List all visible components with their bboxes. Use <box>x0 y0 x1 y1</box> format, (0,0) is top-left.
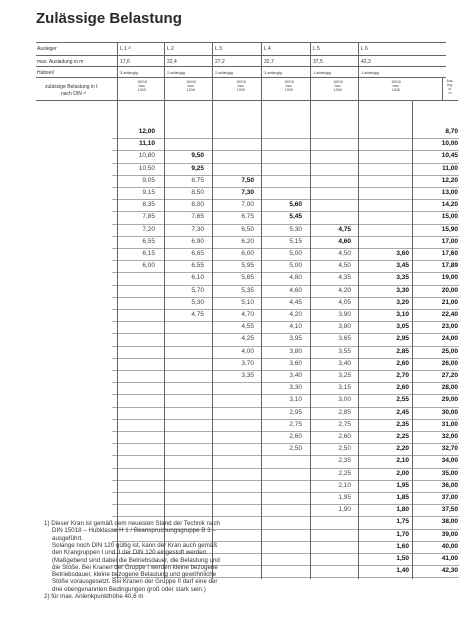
load-value: 4,00 <box>241 347 254 355</box>
load-value: 5,00 <box>289 250 302 257</box>
column-divider <box>358 100 359 579</box>
footnote-line: 1) Dieser Kran ist gemäß dem neuesten Stand der Technik nach <box>44 520 220 527</box>
load-value: 4,10 <box>289 323 302 331</box>
din-label: nach DIN ¹⁾ <box>61 91 87 97</box>
ausladung-value: 22,4 <box>167 59 177 65</box>
header-rule <box>36 55 446 56</box>
column-divider <box>117 42 118 100</box>
load-value: 2,85 <box>396 347 409 355</box>
footnote-line: Solange noch DIN 120 gültig ist, kann der Kran auch gemäß <box>52 541 218 549</box>
ausleger-m-value: 17,00 <box>441 237 458 245</box>
load-value: 4,60 <box>289 286 302 294</box>
load-value: 1,40 <box>396 567 409 575</box>
load-value: 2,75 <box>338 420 351 428</box>
load-value: 3,00 <box>338 396 351 404</box>
load-value: 9,25 <box>191 164 204 172</box>
load-value: 4,05 <box>338 298 351 306</box>
din-class: 15018 bzw. 120/II <box>284 80 294 92</box>
din-class: 15018 bzw. 120/II <box>236 80 246 92</box>
load-value: 8,35 <box>142 201 155 209</box>
load-value: 2,25 <box>338 469 351 477</box>
load-value: 7,20 <box>142 225 155 233</box>
load-value: 4,50 <box>338 250 351 257</box>
load-value: 4,50 <box>338 262 351 270</box>
load-value: 4,35 <box>338 274 351 282</box>
column-divider <box>442 77 443 100</box>
load-value: 6,55 <box>142 237 155 245</box>
load-value: 3,35 <box>241 372 254 379</box>
load-value: 9,50 <box>191 152 204 160</box>
load-value: 3,10 <box>289 396 302 404</box>
load-value: 10,80 <box>138 152 155 160</box>
load-value: 1,95 <box>338 494 351 501</box>
load-value: 6,00 <box>142 262 155 270</box>
load-value: 5,60 <box>289 201 302 209</box>
load-value: 3,65 <box>338 335 351 343</box>
ausleger-m-value: 20,00 <box>441 286 458 294</box>
load-value: 3,60 <box>396 250 409 257</box>
header-rule <box>36 42 446 43</box>
load-value: 2,60 <box>338 433 351 440</box>
load-value: 8,50 <box>191 189 204 196</box>
ausleger-m-value: 24,00 <box>441 335 458 343</box>
load-value: 2,60 <box>396 359 409 367</box>
ausleger-m-value: 37,00 <box>441 494 458 501</box>
column-label: L 3 <box>215 46 222 52</box>
load-value: 2,35 <box>396 420 409 428</box>
load-value: 3,95 <box>289 335 302 343</box>
hubseil-value: 1-strängig <box>313 70 331 75</box>
load-value: 1,95 <box>396 481 409 489</box>
hubseil-value: 2-strängig <box>215 70 233 75</box>
column-divider <box>164 100 165 579</box>
load-value: 3,10 <box>396 311 409 318</box>
load-value: 4,60 <box>338 237 351 245</box>
hubseil-value: 1-strängig <box>361 70 379 75</box>
load-value: 3,35 <box>396 274 409 282</box>
load-value: 4,70 <box>241 311 254 318</box>
ausladung-value: 32,7 <box>264 59 274 65</box>
load-value: 1,80 <box>396 506 409 514</box>
ausleger-label: Ausleger <box>37 46 57 52</box>
load-value: 9,05 <box>142 176 155 184</box>
ausleger-m-value: 28,00 <box>441 384 458 392</box>
load-value: 5,35 <box>241 286 254 294</box>
ausleger-m-value: 37,50 <box>441 506 458 514</box>
footnote-line: ausgeführt. <box>52 534 83 542</box>
load-value: 3,90 <box>338 311 351 318</box>
ausleger-m-value: 12,20 <box>441 176 458 184</box>
load-value: 1,60 <box>396 542 409 550</box>
ausleger-m-value: 22,40 <box>441 311 458 318</box>
load-value: 8,00 <box>191 201 204 209</box>
load-value: 2,10 <box>338 481 351 489</box>
load-value: 2,20 <box>396 445 409 453</box>
header-rule <box>36 100 458 101</box>
ausleger-m-value: 14,20 <box>441 201 458 209</box>
load-value: 3,25 <box>338 372 351 379</box>
column-divider <box>412 100 413 579</box>
ausleger-m-value: 15,00 <box>441 213 458 221</box>
load-value: 3,80 <box>289 347 302 355</box>
load-value: 4,80 <box>289 274 302 282</box>
load-value: 8,75 <box>191 176 204 184</box>
ausleger-m-value: 32,70 <box>441 445 458 453</box>
column-label: L 1 ²⁾ <box>120 46 132 52</box>
ausleger-m-value: 15,90 <box>441 225 458 233</box>
zul-belastung-label: zulässige Belastung in t <box>45 84 98 90</box>
load-value: 2,10 <box>396 457 409 465</box>
ausleger-m-value: 23,00 <box>441 323 458 331</box>
hubseil-value: 1-strängig <box>264 70 282 75</box>
load-value: 5,45 <box>289 213 302 221</box>
load-value: 4,75 <box>338 225 351 233</box>
load-value: 7,65 <box>191 213 204 221</box>
column-label: L 5 <box>313 46 320 52</box>
load-value: 6,50 <box>241 225 254 233</box>
ausleger-m-value: 17,60 <box>441 250 458 257</box>
ausleger-m-value: 10,45 <box>441 152 458 160</box>
column-divider <box>212 100 213 579</box>
load-value: 6,00 <box>241 250 254 257</box>
hubseil-value: 2-strängig <box>167 70 185 75</box>
load-value: 3,30 <box>396 286 409 294</box>
footnote-line: 2) für max. Anlenkpunkthöhe 40,6 m <box>44 593 144 600</box>
load-value: 5,10 <box>241 298 254 306</box>
ausleger-m-value: 42,30 <box>441 567 458 575</box>
load-value: 5,95 <box>241 262 254 270</box>
ausladung-value: 37,5 <box>313 59 323 65</box>
load-value: 2,50 <box>338 445 351 453</box>
column-divider <box>310 42 311 100</box>
load-value: 5,00 <box>289 262 302 270</box>
din-class: 15018 bzw. 120/II <box>186 80 196 92</box>
load-value: 3,40 <box>338 359 351 367</box>
load-value: 7,30 <box>191 225 204 233</box>
load-value: 12,00 <box>138 128 155 135</box>
load-value: 2,95 <box>289 408 302 416</box>
ausleger-m-value: 39,00 <box>441 530 458 538</box>
load-value: 3,70 <box>241 359 254 367</box>
load-value: 5,30 <box>289 225 302 233</box>
column-divider <box>261 42 262 100</box>
ausladung-value: 17,6 <box>120 59 130 65</box>
ausleger-m-value: 41,00 <box>441 555 458 562</box>
footnote-line: (Maßgebend sind dabei die Betriebsdauer, die Belastung und <box>52 556 220 564</box>
load-value: 2,95 <box>396 335 409 343</box>
load-value: 3,30 <box>289 384 302 392</box>
header-rule <box>36 77 446 78</box>
ausleg-header: Aus- leg. in m <box>446 79 454 95</box>
column-divider <box>164 42 165 100</box>
ausleger-m-value: 8,70 <box>445 128 458 135</box>
load-value: 7,00 <box>241 201 254 209</box>
load-value: 3,05 <box>396 323 409 331</box>
footnote-line: Stöße vorausgesetzt. Bei Kranen der Gruppe II darf eine der <box>52 578 218 586</box>
din-class: 15018 bzw. 120/II <box>333 80 343 92</box>
load-value: 3,55 <box>338 347 351 355</box>
ausleger-m-value: 40,00 <box>441 542 458 550</box>
load-value: 2,55 <box>396 396 409 404</box>
load-value: 1,85 <box>396 494 409 501</box>
load-value: 2,35 <box>338 457 351 465</box>
column-divider <box>117 100 118 579</box>
load-value: 6,75 <box>241 213 254 221</box>
load-value: 2,85 <box>338 408 351 416</box>
load-value: 6,15 <box>142 250 155 257</box>
load-value: 10,50 <box>138 164 155 172</box>
ausleger-m-value: 34,00 <box>441 457 458 465</box>
ausleger-m-value: 35,00 <box>441 469 458 477</box>
load-value: 2,60 <box>396 384 409 392</box>
load-value: 2,75 <box>289 420 302 428</box>
load-value: 2,25 <box>396 433 409 440</box>
load-value: 11,10 <box>139 140 155 148</box>
ausleger-m-value: 10,00 <box>441 140 458 148</box>
ausladung-value: 27,2 <box>215 59 225 65</box>
load-value: 4,55 <box>241 323 254 331</box>
ausleger-m-value: 31,00 <box>441 420 458 428</box>
hubseil-label: Hubseil <box>37 70 54 76</box>
load-value: 4,45 <box>289 298 302 306</box>
ausleger-m-value: 21,00 <box>441 298 458 306</box>
load-value: 1,70 <box>396 530 409 538</box>
load-value: 1,90 <box>338 506 351 514</box>
load-value: 3,40 <box>289 372 302 379</box>
ausleger-m-value: 38,00 <box>441 518 458 526</box>
footnote-line: Betriebsdauer, kleine bezogene Belastung und gewöhnliche <box>52 571 217 579</box>
load-value: 7,30 <box>241 189 254 196</box>
load-value: 5,65 <box>241 274 254 282</box>
ausladung-value: 42,3 <box>361 59 371 65</box>
ausleger-m-value: 30,00 <box>441 408 458 416</box>
load-value: 2,45 <box>396 408 409 416</box>
ausleger-m-value: 11,00 <box>442 164 458 172</box>
footnote-line: die Stöße. Bei Kranen der Gruppe I werden kleine bezogene <box>52 563 218 571</box>
load-value: 3,20 <box>396 298 409 306</box>
ausleger-m-value: 32,00 <box>441 433 458 440</box>
column-label: L 6 <box>361 46 368 52</box>
hubseil-value: 3-strängig <box>120 70 138 75</box>
load-value: 3,80 <box>338 323 351 331</box>
load-value: 7,50 <box>241 176 254 184</box>
load-value: 1,75 <box>396 518 409 526</box>
ausleger-m-value: 17,89 <box>441 262 458 270</box>
column-divider <box>310 100 311 579</box>
ausleger-m-value: 13,00 <box>441 189 458 196</box>
load-value: 4,75 <box>191 311 204 318</box>
load-value: 1,50 <box>396 555 409 562</box>
load-value: 7,85 <box>142 213 155 221</box>
load-value: 2,60 <box>289 433 302 440</box>
din-class: 15018 bzw. 120/II <box>137 80 147 92</box>
load-value: 3,45 <box>396 262 409 270</box>
load-value: 6,65 <box>191 250 204 257</box>
column-divider <box>212 42 213 100</box>
load-value: 2,70 <box>396 372 409 379</box>
column-label: L 2 <box>167 46 174 52</box>
page-title: Zulässige Belastung <box>36 10 182 27</box>
load-value: 6,90 <box>191 237 204 245</box>
load-value: 5,70 <box>191 286 204 294</box>
footnote-line: den Krangruppen I und II der DIN 120 eingestuft werden. <box>52 549 208 557</box>
ausleger-m-value: 27,20 <box>441 372 458 379</box>
ausleger-m-value: 36,00 <box>441 481 458 489</box>
load-value: 3,60 <box>289 359 302 367</box>
load-value: 4,25 <box>241 335 254 343</box>
header-rule <box>36 66 446 67</box>
load-value: 4,20 <box>338 286 351 294</box>
column-divider <box>358 42 359 100</box>
ausladung-label: max. Ausladung in m <box>37 59 84 65</box>
ausleger-m-value: 19,00 <box>441 274 458 282</box>
load-value: 6,20 <box>241 237 254 245</box>
din-class: 15018 bzw. 120/II <box>391 80 401 92</box>
load-value: 2,00 <box>396 469 409 477</box>
load-value: 9,15 <box>142 189 155 196</box>
load-value: 6,10 <box>191 274 204 282</box>
column-label: L 4 <box>264 46 271 52</box>
load-value: 6,55 <box>191 262 204 270</box>
footnote-line: drei obengenannten Bedingungen groß oder stark sein.) <box>52 585 206 593</box>
load-value: 5,30 <box>191 298 204 306</box>
column-divider <box>261 100 262 579</box>
load-value: 2,50 <box>289 445 302 453</box>
load-value: 3,15 <box>338 384 351 392</box>
load-value: 4,20 <box>289 311 302 318</box>
ausleger-m-value: 26,00 <box>441 359 458 367</box>
ausleger-m-value: 29,00 <box>441 396 458 404</box>
footnote-line: DIN 15018 – Hubklasse H 1 / Beanspruchungsgruppe B 3 – <box>52 527 216 535</box>
load-value: 5,15 <box>289 237 302 245</box>
ausleger-m-value: 25,00 <box>441 347 458 355</box>
